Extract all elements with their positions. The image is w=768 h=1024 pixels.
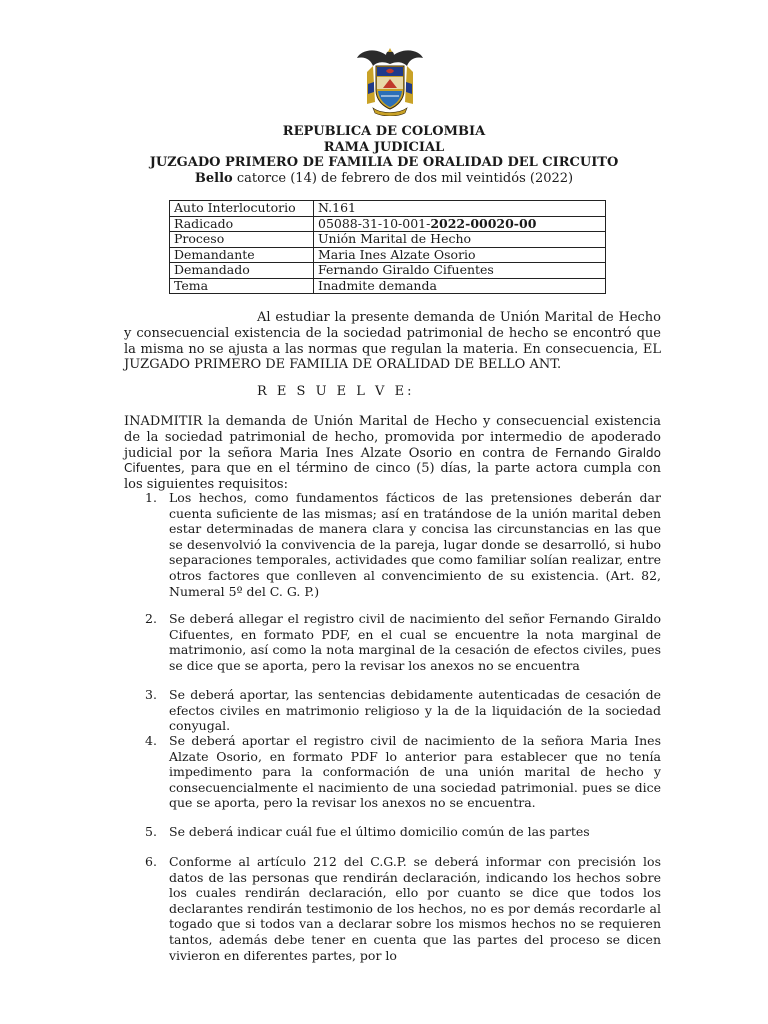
list-item-text: Conforme al artículo 212 del C.G.P. se deberá informar con precisión los datos de las personas que rendirán declaración, indicando los hechos sobre los cuales rendirán declaración, ello por cuanto se dice que todos los declarantes rendirán testimonio de los hechos, no es por demás recordarle al togado que si todos van a declarar sobre los mismos hechos no se requieren tantos, además debe tener en cuenta que las partes del proceso se dicen vivieron en diferentes partes, por lo bbox=[169, 854, 661, 963]
table-row bbox=[170, 216, 606, 232]
header-date bbox=[0, 171, 768, 187]
table-value: Fernando Giraldo Cifuentes bbox=[314, 263, 606, 279]
document-header bbox=[0, 124, 768, 186]
radicado-prefix: 05088-31-10-001- bbox=[318, 215, 431, 231]
list-item-text: Se deberá indicar cuál fue el último domicilio común de las partes bbox=[169, 824, 590, 839]
list-item-text: Los hechos, como fundamentos fácticos de las pretensiones deberán dar cuenta suficiente de las mismas; así en tratándose de la unión marital deben estar determinadas de manera clara y concisa las circunstancias en las que se desenvolvió la convivencia de la pareja, lugar donde se desarrolló, si hubo separaciones temporales, actividades que como familiar solían realizar, entre otros factores que conlleven al convencimiento de su existencia. (Art. 82, Numeral 5º del C. G. P.) bbox=[169, 490, 661, 599]
table-row bbox=[170, 247, 606, 263]
list-item-number: 2. bbox=[145, 611, 157, 626]
table-label: Tema bbox=[170, 278, 314, 294]
header-country: REPUBLICA DE COLOMBIA bbox=[282, 124, 486, 139]
table-label: Radicado bbox=[170, 216, 314, 232]
header-date-text: catorce (14) de febrero de dos mil veintidós (2022) bbox=[232, 170, 574, 186]
intro-text: Al estudiar la presente demanda de Unión Marital de Hecho y consecuencial existencia de la sociedad patrimonial de hecho se encontró que la misma no se ajusta a las normas que regulan la materia. En consecuencia, EL JUZGADO PRIMERO DE FAMILIA DE ORALIDAD DE BELLO ANT. bbox=[124, 310, 661, 373]
list-item-number: 5. bbox=[145, 824, 157, 839]
list-item-text: Se deberá allegar el registro civil de nacimiento del señor Fernando Giraldo Cifuentes, en formato PDF, en el cual se encuentre la nota marginal de matrimonio, así como la nota marginal de la cesación de efectos civiles, pues se dice que se aporta, pero la revisar los anexos no se encuentra bbox=[169, 611, 661, 673]
list-item-number: 3. bbox=[145, 687, 157, 702]
header-court: JUZGADO PRIMERO DE FAMILIA DE ORALIDAD DEL CIRCUITO bbox=[149, 155, 619, 170]
table-row bbox=[170, 232, 606, 248]
table-row bbox=[170, 263, 606, 279]
intro-paragraph bbox=[124, 310, 661, 373]
resuelve-heading: R E S U E L V E: bbox=[257, 384, 415, 399]
table-value: N.161 bbox=[314, 201, 606, 217]
list-item-text: Se deberá aportar el registro civil de nacimiento de la señora Maria Ines Alzate Osorio, en formato PDF lo anterior para establecer que no tenía impedimento para la conformación de una unión marital de hecho y consecuencialmente el nacimiento de una sociedad patrimonial. pues se dice que se aporta, pero la revisar los anexos no se encuentra. bbox=[169, 733, 661, 811]
colombia-coat-of-arms-icon bbox=[355, 44, 425, 116]
table-value: Inadmite demanda bbox=[314, 278, 606, 294]
inadmitir-defendant: Fernando Giraldo Cifuentes bbox=[124, 445, 661, 476]
header-branch: RAMA JUDICIAL bbox=[323, 139, 445, 155]
table-row bbox=[170, 278, 606, 294]
list-item-text: Se deberá aportar, las sentencias debidamente autenticadas de cesación de efectos civiles en matrimonio religioso y la de la liquidación de la sociedad conyugal. bbox=[169, 687, 661, 734]
table-value: Maria Ines Alzate Osorio bbox=[314, 247, 606, 263]
list-item-number: 4. bbox=[145, 733, 157, 748]
list-item-number: 6. bbox=[145, 854, 157, 869]
table-value: Unión Marital de Hecho bbox=[314, 232, 606, 248]
list-item-number: 1. bbox=[145, 490, 157, 505]
table-label: Auto Interlocutorio bbox=[170, 201, 314, 217]
header-date-place: Bello bbox=[194, 170, 233, 186]
table-label: Demandante bbox=[170, 247, 314, 263]
table-label: Proceso bbox=[170, 232, 314, 248]
table-label: Demandado bbox=[170, 263, 314, 279]
inadmitir-paragraph bbox=[124, 414, 661, 493]
table-row bbox=[170, 201, 606, 217]
inadmitir-text-2: , para que en el término de cinco (5) días, la parte actora cumpla con los siguientes requisitos: bbox=[124, 461, 661, 493]
inadmitir-text-1: INADMITIR la demanda de Unión Marital de Hecho y consecuencial existencia de la sociedad patrimonial de hecho, promovida por intermedio de apoderado judicial por la señora Maria Ines Alzate Osorio en contra de bbox=[124, 414, 661, 461]
case-info-table bbox=[169, 200, 606, 294]
radicado-number: 2022-00020-00 bbox=[430, 215, 537, 231]
table-value bbox=[314, 216, 606, 232]
